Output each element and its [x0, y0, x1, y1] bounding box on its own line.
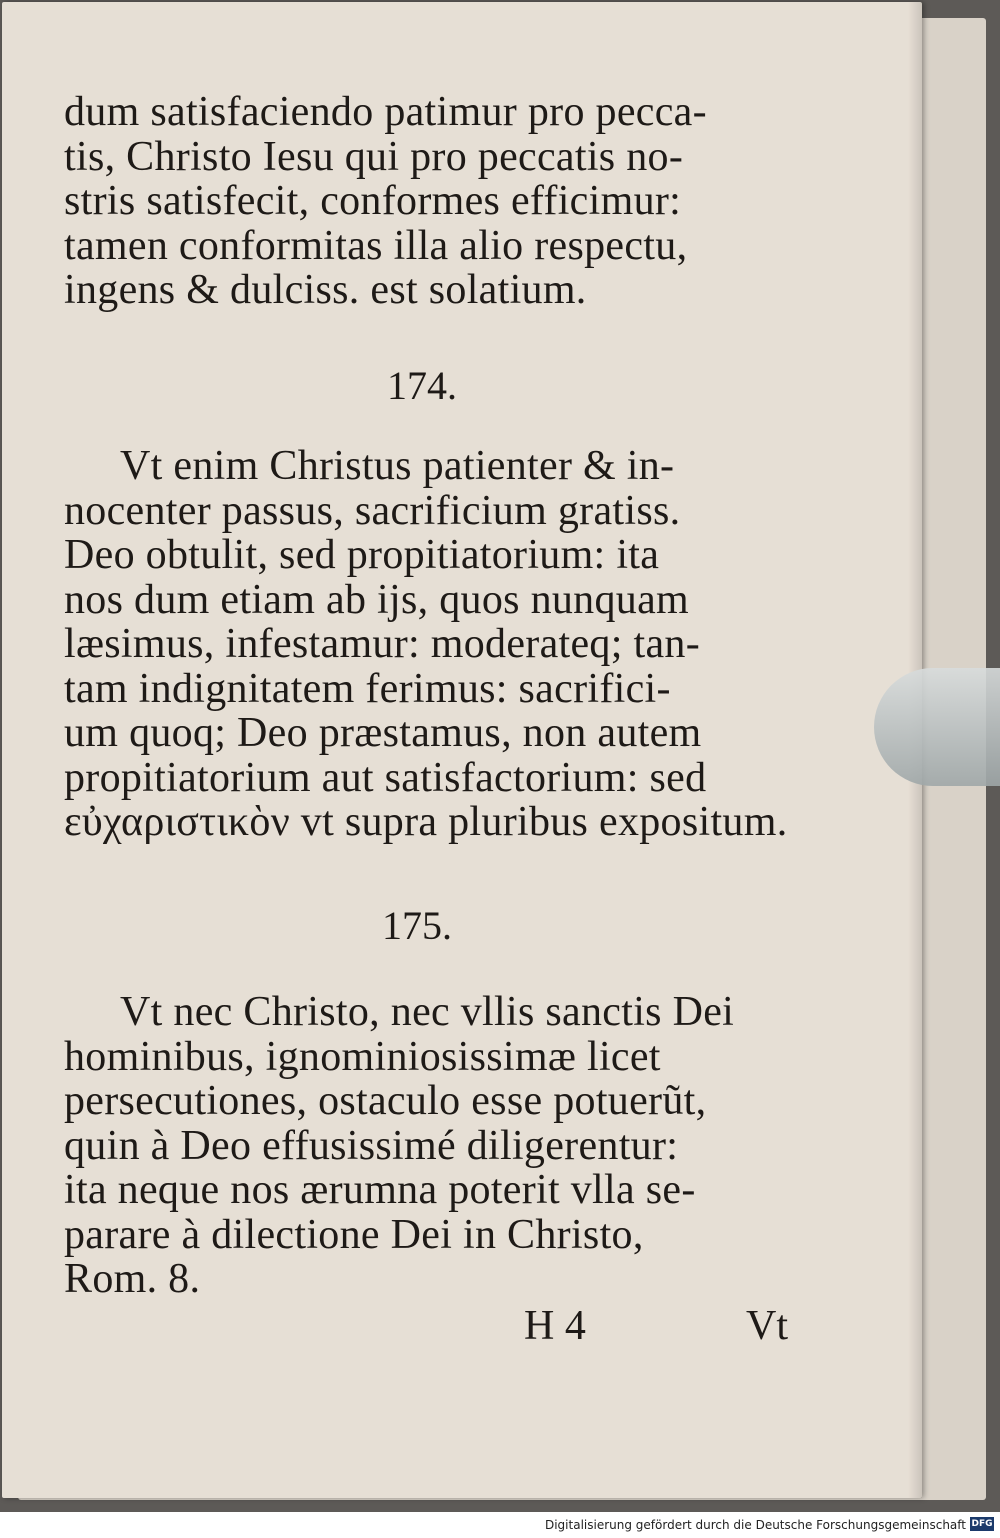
- text-line: Rom. 8.: [64, 1256, 201, 1302]
- text-line: tis, Christo Iesu qui pro peccatis no-: [64, 133, 684, 180]
- section-175-text: [64, 990, 824, 1302]
- section-number-175: 175.: [382, 903, 452, 948]
- text-line: parare à dilectione Dei in Christo,: [64, 1211, 644, 1258]
- text-line: quin à Deo effusissimé diligerentur:: [64, 1122, 679, 1169]
- signature-mark: H 4: [524, 1303, 586, 1349]
- dfg-logo: DFG: [971, 1519, 993, 1529]
- text-line: persecutiones, ostaculo esse potuerũt,: [64, 1078, 707, 1124]
- text-line: nos dum etiam ab ijs, quos nunquam: [64, 576, 689, 623]
- text-line: εὐχαριστικὸν vt supra pluribus expositum.: [64, 799, 788, 845]
- text-line: hominibus, ignominiosissimæ licet: [64, 1033, 661, 1080]
- paragraph-top: [64, 90, 824, 313]
- text-line: ingens & dulciss. est solatium.: [64, 267, 587, 313]
- section-174-text: [64, 444, 824, 845]
- section-number-174: 174.: [387, 363, 457, 408]
- text-line: stris satisfecit, conformes efficimur:: [64, 178, 682, 224]
- book-page: [2, 2, 922, 1498]
- text-line: propitiatorium aut satisfactorium: sed: [64, 754, 707, 801]
- text-line: tam indignitatem ferimus: sacrifici-: [64, 665, 671, 712]
- text-line: nocenter passus, sacrificium gratiss.: [64, 487, 681, 534]
- text-line: Deo obtulit, sed propitiatorium: ita: [64, 532, 660, 578]
- catchword: Vt: [746, 1303, 788, 1349]
- text-line: ita neque nos ærumna poterit vlla se-: [64, 1167, 696, 1213]
- text-line: læsimus, infestamur: moderateq; tan-: [64, 621, 701, 667]
- text-line: Vt enim Christus patienter & in-: [120, 443, 675, 489]
- page-clip: [874, 668, 1000, 786]
- text-line: um quoq; Deo præstamus, non autem: [64, 710, 702, 756]
- text-line: Vt nec Christo, nec vllis sanctis Dei: [120, 989, 735, 1035]
- text-line: tamen conformitas illa alio respectu,: [64, 222, 688, 269]
- text-line: dum satisfaciendo patimur pro pecca-: [64, 89, 707, 135]
- footer-credit: Digitalisierung gefördert durch die Deutsche Forschungsgemeinschaft: [544, 1518, 966, 1532]
- footer-bar: [0, 1512, 1000, 1538]
